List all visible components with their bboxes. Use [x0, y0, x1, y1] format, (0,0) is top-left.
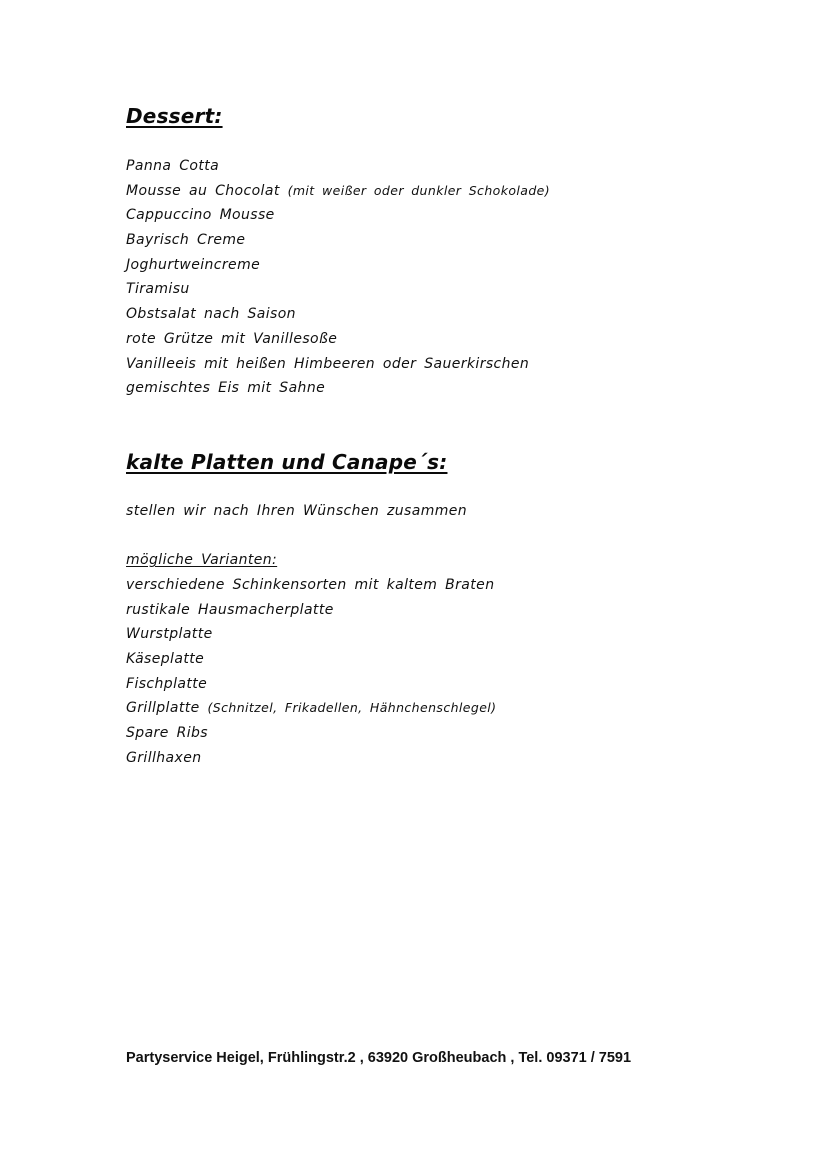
list-item — [126, 376, 550, 401]
item-text: rustikale Hausmacherplatte — [126, 601, 334, 618]
platten-list — [126, 573, 496, 771]
item-text: Mousse au Chocolat — [126, 182, 280, 199]
list-item — [126, 696, 496, 721]
list-item — [126, 154, 550, 179]
list-item — [126, 327, 550, 352]
item-text: Tiramisu — [126, 281, 190, 298]
item-text: Grillplatte — [126, 700, 200, 717]
list-item — [126, 746, 496, 771]
footer-address: Partyservice Heigel, Frühlingstr.2 , 63920 Großheubach , Tel. 09371 / 7591 — [126, 1050, 632, 1066]
list-item — [126, 647, 496, 672]
platten-intro: stellen wir nach Ihren Wünschen zusammen — [126, 503, 468, 519]
list-item — [126, 573, 496, 598]
item-note: (Schnitzel, Frikadellen, Hähnchenschlegel) — [207, 700, 497, 716]
list-item — [126, 352, 550, 377]
item-text: gemischtes Eis mit Sahne — [126, 380, 326, 397]
item-text: Käseplatte — [126, 651, 205, 668]
item-text: Grillhaxen — [126, 749, 202, 766]
item-text: verschiedene Schinkensorten mit kaltem Braten — [126, 577, 495, 593]
item-text: Fischplatte — [126, 675, 208, 692]
list-item — [126, 598, 496, 623]
list-item — [126, 253, 550, 278]
list-item — [126, 203, 550, 228]
item-text: Panna Cotta — [126, 158, 220, 174]
item-text: Spare Ribs — [126, 725, 208, 742]
list-item — [126, 179, 550, 204]
list-item — [126, 622, 496, 647]
dessert-heading: Dessert: — [126, 104, 223, 128]
list-item — [126, 277, 550, 302]
item-text: Vanilleeis mit heißen Himbeeren oder Sauerkirschen — [126, 355, 530, 372]
item-text: Wurstplatte — [126, 626, 213, 643]
platten-heading: kalte Platten und Canape´s: — [126, 450, 448, 474]
list-item — [126, 228, 550, 253]
dessert-list — [126, 154, 550, 401]
variants-label: mögliche Varianten: — [126, 552, 278, 568]
item-text: Cappuccino Mousse — [126, 207, 275, 224]
item-text: Obstsalat nach Saison — [126, 306, 296, 323]
item-text: Joghurtweincreme — [126, 256, 261, 273]
item-note: (mit weißer oder dunkler Schokolade) — [287, 182, 551, 198]
list-item — [126, 721, 496, 746]
list-item — [126, 302, 550, 327]
list-item — [126, 672, 496, 697]
item-text: rote Grütze mit Vanillesoße — [126, 330, 338, 347]
item-text: Bayrisch Creme — [126, 232, 246, 249]
